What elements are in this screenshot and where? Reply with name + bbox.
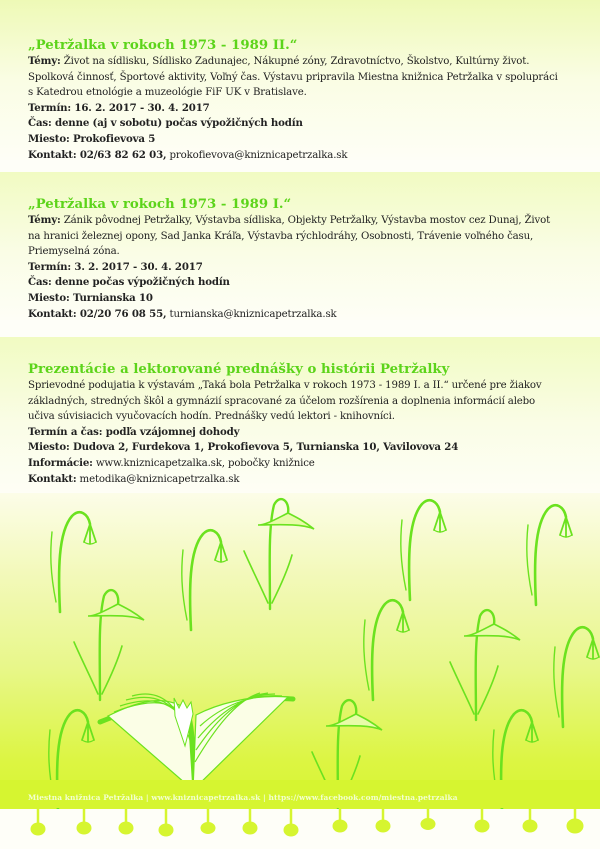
- info-link[interactable]: www.kniznicapetzalka.sk, pobočky knižnice: [92, 457, 315, 469]
- contact-label: Kontakt:: [28, 472, 77, 485]
- info-label: Informácie:: [28, 456, 93, 469]
- snowdrop-flower-icon: [0, 493, 600, 809]
- exhibition-1-topics-line3: Priemyselná zóna.: [28, 246, 120, 258]
- exhibition-2-place: Miesto: Prokofievova 5: [28, 132, 156, 145]
- lectures-place: Miesto: Dudova 2, Furdekova 1, Prokofievova 5, Turnianska 10, Vavilovova 24: [28, 441, 459, 454]
- exhibition-1-topics-line2: na hranici železnej opony, Sad Janka Kráľa, Výstavba rýchlodráhy, Osobnosti, Trávenie voľného času,: [28, 230, 534, 242]
- exhibition-2-title: „Petržalka v rokoch 1973 - 1989 II.“: [28, 38, 298, 53]
- topics-text: Zánik pôvodnej Petržalky, Výstavba sídliska, Objekty Petržalky, Výstavba mostov cez Dunaj, Život: [60, 215, 551, 226]
- exhibition-2-topics-line3: s Katedrou etnológie a muzeológie FiF UK v Bratislave.: [28, 87, 307, 99]
- hanging-dots-decoration: [0, 806, 600, 842]
- lectures-term-time: Termín a čas: podľa vzájomnej dohody: [28, 425, 240, 438]
- lectures-contact: [28, 472, 583, 488]
- exhibition-2-contact: [28, 148, 583, 164]
- lectures-section: [0, 337, 600, 495]
- footer-links[interactable]: Miestna knižnica Petržalka | www.kniznicapetrzalka.sk | https://www.facebook.com/miestna.petrzalka: [28, 793, 458, 802]
- exhibition-1-time: Čas: denne počas výpožičných hodín: [28, 276, 230, 289]
- exhibition-2-topics-line2: Spolková činnosť, Športové aktivity, Voľný čas. Výstavu pripravila Miestna knižnica Petržalka v spolupráci: [28, 71, 558, 83]
- lectures-info: [28, 456, 583, 472]
- contact-email-link[interactable]: turnianska@kniznicapetrzalka.sk: [166, 308, 337, 320]
- contact-label: Kontakt: 02/63 82 62 03,: [28, 148, 167, 161]
- lectures-desc-line1: Sprievodné podujatia k výstavám „Taká bola Petržalka v rokoch 1973 - 1989 I. a II.“ určené pre žiakov: [28, 380, 542, 391]
- lectures-title: Prezentácie a lektorované prednášky o histórii Petržalky: [28, 362, 450, 377]
- topics-label: Témy:: [28, 55, 61, 67]
- lectures-desc-line2: základných, stredných škôl a gymnázií spracované za účelom rozšírenia a doplnenia informácií alebo: [28, 395, 536, 407]
- exhibition-2-section: [0, 0, 600, 160]
- exhibition-1-topics: [28, 213, 583, 229]
- exhibition-1-title: „Petržalka v rokoch 1973 - 1989 I.“: [28, 197, 292, 212]
- exhibition-2-term: Termín: 16. 2. 2017 - 30. 4. 2017: [28, 101, 210, 114]
- contact-label: Kontakt: 02/20 76 08 55,: [28, 307, 167, 320]
- exhibition-1-section: [0, 172, 600, 320]
- contact-email-link[interactable]: metodika@kniznicapetrzalka.sk: [76, 473, 240, 485]
- exhibition-1-term: Termín: 3. 2. 2017 - 30. 4. 2017: [28, 260, 203, 273]
- contact-email-link[interactable]: prokofievova@kniznicapetrzalka.sk: [166, 149, 348, 161]
- topics-label: Témy:: [28, 214, 61, 226]
- snowdrop-illustration: [0, 493, 600, 809]
- exhibition-2-time: Čas: denne (aj v sobotu) počas výpožičných hodín: [28, 117, 303, 130]
- lectures-desc-line3: učiva súvisiacich vyučovacích hodín. Prednášky vedú lektori - knihovníci.: [28, 411, 395, 423]
- topics-text: Život na sídlisku, Sídlisko Zadunajec, Nákupné zóny, Zdravotníctvo, Školstvo, Kultúrny život.: [60, 56, 530, 67]
- exhibition-1-contact: [28, 307, 583, 323]
- exhibition-2-topics: [28, 54, 583, 70]
- exhibition-1-place: Miesto: Turnianska 10: [28, 291, 153, 304]
